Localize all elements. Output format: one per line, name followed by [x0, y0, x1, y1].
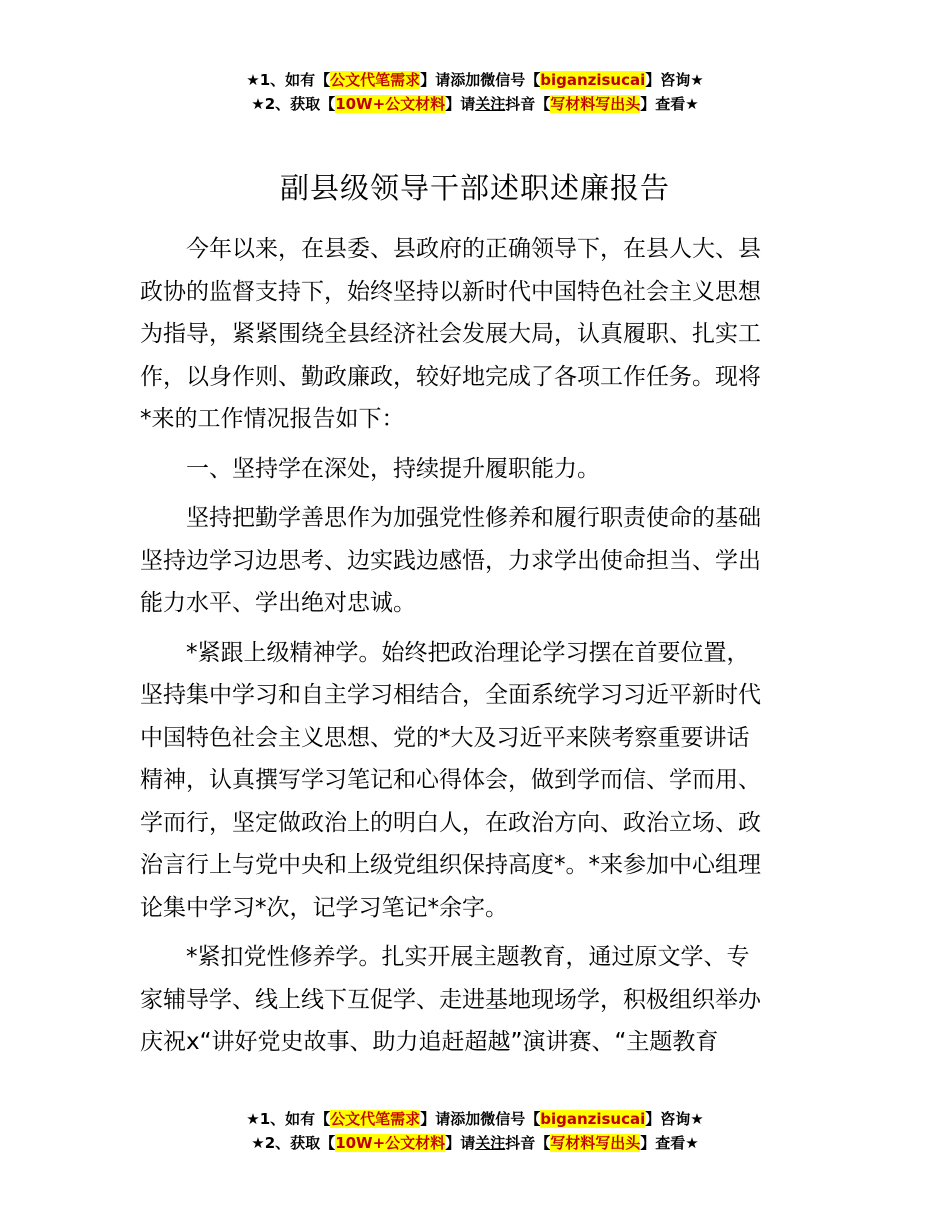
highlight-writing-service: 公文代笔需求 — [330, 1110, 421, 1128]
text-line: 政协的监督支持下，始终坚持以新时代中国特色社会主义思想 — [140, 278, 761, 305]
highlight-douyin-account: 写材料写出头 — [550, 95, 641, 113]
text-line: 论集中学习*次，记学习笔记*余字。 — [140, 894, 508, 921]
text-line: 家辅导学、线上线下互促学、走进基地现场学，积极组织举办 — [140, 986, 761, 1013]
text-line: 一、坚持学在深处，持续提升履职能力。 — [140, 455, 600, 482]
text-line: 治言行上与党中央和上级党组织保持高度*。*来参加中心组理 — [140, 852, 761, 878]
text-line: 学而行，坚定做政治上的明白人，在政治方向、政治立场、政 — [140, 809, 761, 836]
section-heading-1 — [140, 448, 820, 491]
text-line: *紧扣党性修养学。扎实开展主题教育，通过原文学、专 — [140, 944, 750, 970]
follow-underlined: 关注 — [475, 95, 506, 113]
highlight-materials: 10W+公文材料 — [335, 1134, 446, 1152]
promo-line-1: ★1、如有【公文代笔需求】请添加微信号【biganzisucai】咨询★ — [246, 71, 704, 89]
document-title: 副县级领导干部述职述廉报告 — [279, 171, 670, 205]
text-line: 坚持边学习边思考、边实践边感悟，力求学出使命担当、学出 — [140, 547, 761, 574]
text-line: 作，以身作则、勤政廉政，较好地完成了各项工作任务。现将 — [140, 363, 761, 390]
text-line: 庆祝x“讲好党史故事、助力追赶超越”演讲赛、“主题教育 — [140, 1029, 719, 1055]
highlight-douyin-account: 写材料写出头 — [550, 1134, 641, 1152]
highlight-writing-service: 公文代笔需求 — [330, 71, 421, 89]
document-body — [140, 228, 820, 1071]
bottom-promo-banner — [0, 1107, 950, 1155]
text-line: 能力水平、学出绝对忠诚。 — [140, 590, 416, 616]
text-line: *来的工作情况报告如下： — [140, 406, 405, 432]
text-line: 今年以来，在县委、县政府的正确领导下，在县人大、县 — [140, 236, 761, 262]
text-line: 为指导，紧紧围绕全县经济社会发展大局，认真履职、扎实工 — [140, 321, 761, 347]
paragraph-follow-superior-spirit — [140, 632, 820, 930]
top-promo-banner — [0, 68, 950, 116]
text-line: 中国特色社会主义思想、党的*大及习近平来陕考察重要讲话 — [140, 724, 750, 751]
paragraph-intro — [140, 228, 820, 441]
promo-line-2: ★2、获取【10W+公文材料】请关注抖音【写材料写出头】查看★ — [251, 1134, 699, 1152]
highlight-wechat-id: biganzisucai — [540, 1110, 646, 1128]
text-line: 坚持把勤学善思作为加强党性修养和履行职责使命的基础 — [140, 505, 761, 531]
follow-underlined: 关注 — [475, 1134, 506, 1152]
highlight-wechat-id: biganzisucai — [540, 71, 646, 89]
text-line: 坚持集中学习和自主学习相结合，全面系统学习习近平新时代 — [140, 682, 761, 708]
text-line: 精神，认真撰写学习笔记和心得体会，做到学而信、学而用、 — [140, 767, 761, 793]
paragraph-section-1-intro — [140, 497, 820, 625]
promo-line-2: ★2、获取【10W+公文材料】请关注抖音【写材料写出头】查看★ — [251, 95, 699, 113]
paragraph-party-spirit — [140, 936, 820, 1064]
highlight-materials: 10W+公文材料 — [335, 95, 446, 113]
promo-line-1: ★1、如有【公文代笔需求】请添加微信号【biganzisucai】咨询★ — [246, 1110, 704, 1128]
text-line: *紧跟上级精神学。始终把政治理论学习摆在首要位置， — [140, 639, 750, 666]
